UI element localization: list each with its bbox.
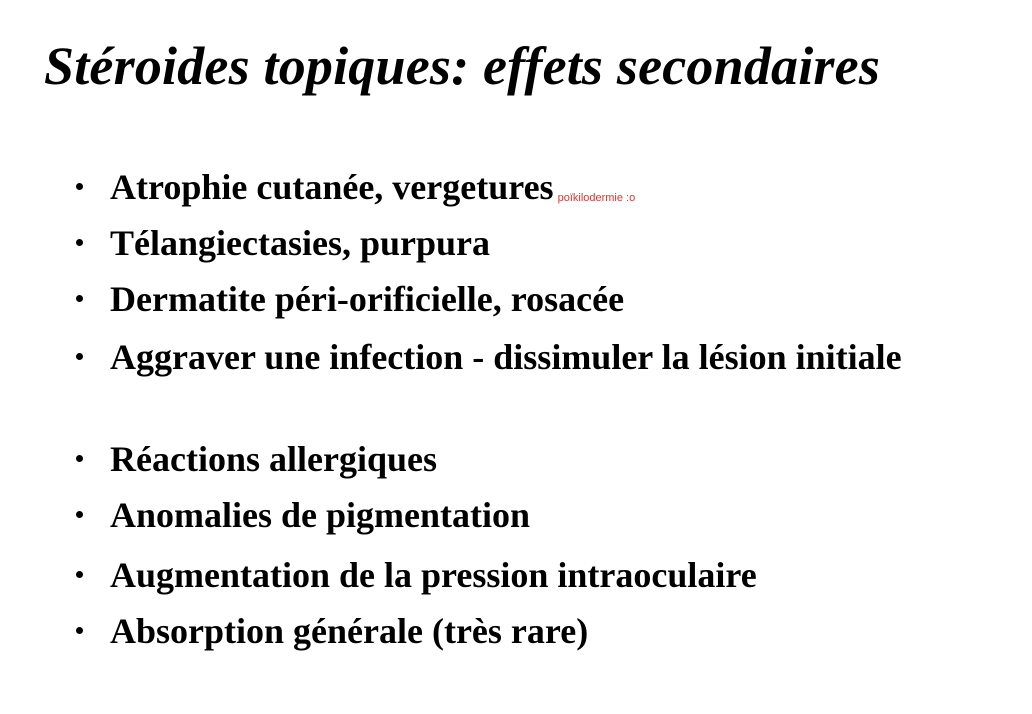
bullet-icon (76, 571, 83, 578)
bullet-text: Aggraver une infection - dissimuler la lésion initiale (110, 337, 902, 377)
bullet-text: Télangiectasies, purpura (110, 223, 491, 263)
bullet-text: Absorption générale (très rare) (110, 611, 589, 651)
bullet-item (76, 494, 976, 536)
bullet-text: Dermatite péri-orificielle, rosacée (110, 279, 625, 319)
bullet-item (76, 610, 976, 652)
bullet-text: Anomalies de pigmentation (110, 495, 531, 535)
annotation-note: poïkilodermie :o (557, 192, 636, 204)
bullet-icon (76, 295, 83, 302)
bullet-icon (76, 239, 83, 246)
bullet-icon (76, 183, 83, 190)
bullet-text: Augmentation de la pression intraoculaire (110, 555, 757, 595)
bullet-icon (76, 627, 83, 634)
bullet-item (76, 166, 976, 219)
bullet-item (76, 554, 976, 596)
bullet-icon (76, 511, 83, 518)
bullet-icon (76, 353, 83, 360)
bullet-item (76, 278, 976, 320)
bullet-item (76, 222, 976, 264)
slide-title: Stéroides topiques: effets secondaires (44, 36, 881, 96)
bullet-icon (76, 455, 83, 462)
bullet-text: Réactions allergiques (110, 439, 437, 479)
bullet-item (76, 438, 976, 480)
bullet-text: Atrophie cutanée, vergetures (110, 167, 554, 207)
bullet-item (76, 336, 976, 378)
